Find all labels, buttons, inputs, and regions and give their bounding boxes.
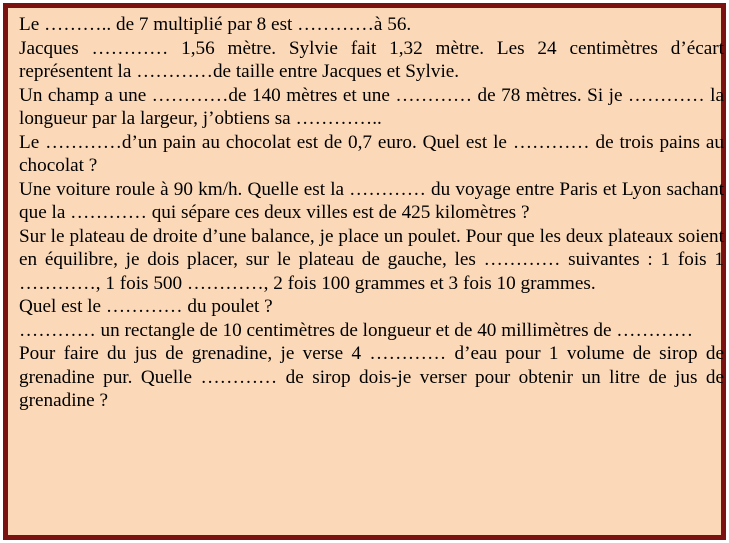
sentence-rectangle: ………… un rectangle de 10 centimètres de longueur et de 40 millimètres de ………… (19, 319, 694, 341)
exercise-frame (3, 3, 726, 540)
sentence-balance-weights: Sur le plateau de droite d’une balance, je place un poulet. Pour que les deux plateaux soient en équilibre, je dois placer, sur le plateau de gauche, les ………… suivantes : 1 fois 1 …………, 1 fois 500 …………, 2 fois 100 grammes et 3 fois 10 grammes. (19, 225, 724, 294)
sentence-height-difference: Jacques ………… 1,56 mètre. Sylvie fait 1,32 mètre. Les 24 centimètres d’écart représentent la …………de taille entre Jacques et Sylvie. (19, 37, 724, 82)
sentence-grenadine: Pour faire du jus de grenadine, je verse 4 ………… d’eau pour 1 volume de sirop de grenadine pur. Quelle ………… de sirop dois-je verser pour obtenir un litre de jus de grenadine ? (19, 343, 724, 411)
sentence-field-area: Un champ a une …………de 140 mètres et une ………… de 78 mètres. Si je ………… la longueur par la largeur, j’obtiens sa ………….. (19, 84, 724, 129)
sentence-bread-price: Le …………d’un pain au chocolat est de 0,7 euro. Quel est le ………… de trois pains au chocolat ? (19, 131, 724, 176)
sentence-car-travel: Une voiture roule à 90 km/h. Quelle est la ………… du voyage entre Paris et Lyon sachant que la ………… qui sépare ces deux villes est de 425 kilomètres ? (19, 178, 724, 223)
exercise-text (19, 13, 724, 413)
sentence-multiplication: Le ……….. de 7 multiplié par 8 est …………à 56. (19, 14, 412, 35)
sentence-chicken-mass: Quel est le ………… du poulet ? (19, 296, 273, 317)
